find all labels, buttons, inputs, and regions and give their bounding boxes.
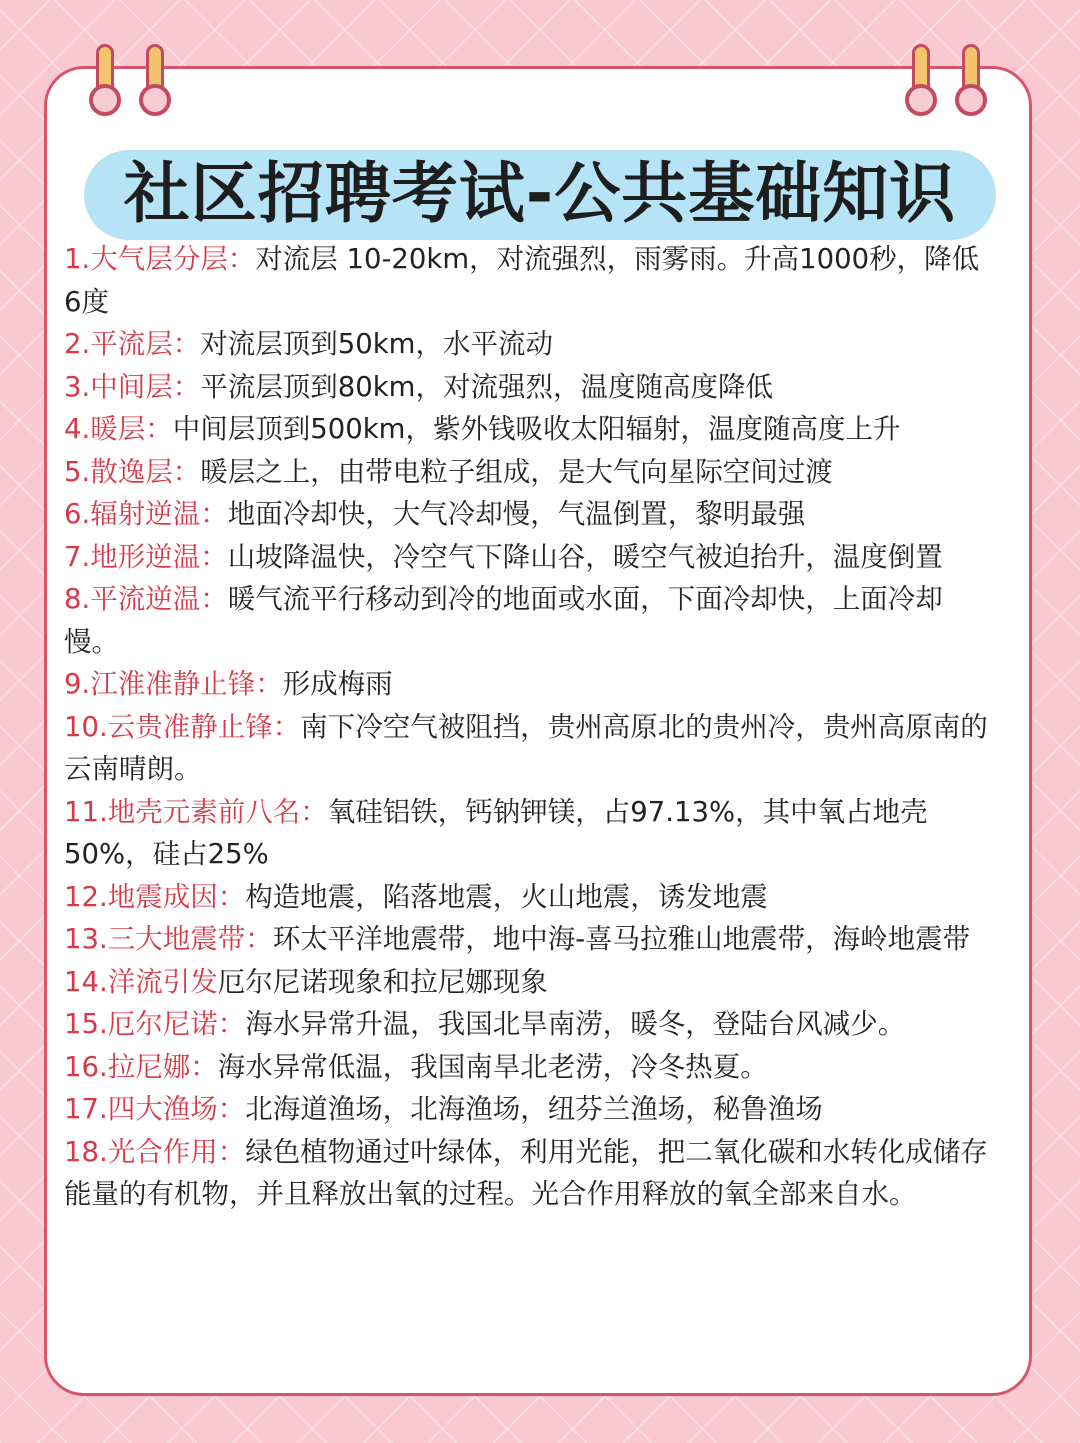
item-key: 13.三大地震带： [64,923,273,955]
list-item [64,1131,994,1216]
item-key: 12.地震成因： [64,880,246,913]
item-text: 暖气流平行移动到冷的地面或水面，下面冷却快，上面冷却慢。 [64,583,943,658]
list-item [64,1003,994,1046]
item-text: 绿色植物通过叶绿体，利用光能，把二氧化碳和水转化成储存能量的有机物，并且释放出氧的过程。光合作用释放的氧全部来自水。 [64,1135,988,1210]
list-item [64,323,994,366]
item-key: 15.厄尔尼诺： [64,1008,246,1040]
item-text: 暖层之上，由带电粒子组成，是大气向星际空间过渡 [200,455,833,488]
binder-ring-icon [962,44,980,118]
item-text: 对流层 10-20km，对流强烈，雨雾雨。升高1000秒，降低6度 [64,243,980,318]
binder-ring-icon [912,44,930,118]
item-key: 8.平流逆温： [64,583,228,615]
list-item [64,578,994,663]
item-text: 平流层顶到80km，对流强烈，温度随高度降低 [200,370,773,403]
binder-ring-icon [146,44,164,118]
list-item [64,1088,994,1131]
list-item [64,493,994,536]
list-item [64,536,994,579]
item-text: 氧硅铝铁，钙钠钾镁，占97.13%，其中氧占地壳50%，硅占25% [64,795,928,870]
item-key: 14.洋流引发 [64,965,218,998]
item-text: 厄尔尼诺现象和拉尼娜现象 [217,965,548,998]
item-key: 17.四大渔场： [64,1093,246,1125]
item-text: 山坡降温快，冷空气下降山谷，暖空气被迫抬升，温度倒置 [227,540,943,573]
list-item [64,663,994,706]
list-item [64,451,994,494]
item-text: 构造地震，陷落地震，火山地震，诱发地震 [245,880,768,913]
page-title: 社区招聘考试-公共基础知识 [123,155,957,232]
list-item [64,961,994,1004]
item-text: 环太平洋地震带，地中海-喜马拉雅山地震带，海岭地震带 [272,923,971,955]
item-key: 16.拉尼娜： [64,1050,218,1083]
binder-ring-icon [96,44,114,118]
item-key: 18.光合作用： [64,1135,246,1168]
item-key: 2.平流层： [64,328,201,360]
item-key: 10.云贵准静止锋： [64,710,301,743]
item-text: 海水异常升温，我国北旱南涝，暖冬，登陆台风减少。 [245,1008,906,1040]
item-key: 11.地壳元素前八名： [64,795,328,828]
item-text: 海水异常低温，我国南旱北老涝，冷冬热夏。 [217,1050,768,1083]
list-item [64,706,994,791]
item-key: 5.散逸层： [64,455,201,488]
item-text: 对流层顶到50km，水平流动 [200,328,553,360]
item-key: 3.中间层： [64,370,201,403]
list-item [64,366,994,409]
item-text: 中间层顶到500km，紫外钱吸收太阳辐射，温度随高度上升 [172,413,901,445]
item-key: 7.地形逆温： [64,540,228,573]
title-highlight [84,150,996,240]
list-item [64,1046,994,1089]
knowledge-list [64,238,994,1216]
list-item [64,791,994,876]
item-key: 4.暖层： [64,413,173,445]
item-text: 地面冷却快，大气冷却慢，气温倒置，黎明最强 [227,498,806,530]
item-key: 6.辐射逆温： [64,498,228,530]
list-item [64,408,994,451]
list-item [64,918,994,961]
item-text: 形成梅雨 [282,668,393,700]
item-key: 1.大气层分层： [64,243,256,275]
list-item [64,238,994,323]
item-key: 9.江淮准静止锋： [64,668,283,700]
list-item [64,876,994,919]
item-text: 北海道渔场，北海渔场，纽芬兰渔场，秘鲁渔场 [245,1093,823,1125]
item-text: 南下冷空气被阻挡，贵州高原北的贵州冷，贵州高原南的云南晴朗。 [64,710,988,785]
title-area [0,150,1080,240]
